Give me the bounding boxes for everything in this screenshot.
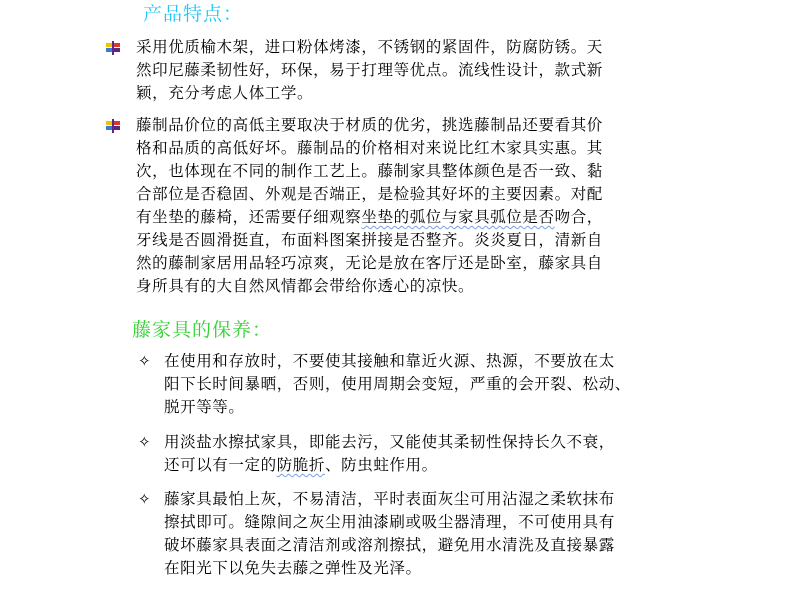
diamond-star-icon: ✧ (138, 352, 151, 370)
diamond-star-icon: ✧ (138, 433, 151, 451)
text-line: 次，也体现在不同的制作工艺上。藤制家具整体颜色是否一致、黏 (136, 162, 603, 180)
text-line: 还可以有一定的防脆折、防虫蛀作用。 (164, 456, 438, 474)
feature-item-2 (136, 114, 603, 298)
feature-item-1 (136, 36, 603, 105)
text-line: 合部位是否稳固、外观是否端正，是检验其好坏的主要因素。对配 (136, 185, 603, 203)
text-line: 在使用和存放时，不要使其接触和靠近火源、热源，不要放在太 (164, 352, 615, 370)
text-line: 藤制品价位的高低主要取决于材质的优劣，挑选藤制品还要看其价 (136, 116, 603, 134)
text-line: 阳下长时间暴晒，否则，使用周期会变短，严重的会开裂、松动、 (164, 375, 631, 393)
flag-bullet-icon (105, 118, 121, 134)
maintenance-item-2 (164, 431, 615, 477)
flag-bullet-icon (105, 40, 121, 56)
text-line: 擦拭即可。缝隙间之灰尘用油漆刷或吸尘器清理，不可使用具有 (164, 513, 615, 531)
text-line: 破坏藤家具表面之清洁剂或溶剂擦拭，避免用水清洗及直接暴露 (164, 536, 615, 554)
text-line: 颖，充分考虑人体工学。 (136, 84, 314, 102)
maintenance-item-1 (164, 350, 631, 419)
maintenance-item-3 (164, 488, 615, 580)
spellcheck-underline: 防脆折 (276, 456, 326, 474)
section-title-maintenance: 藤家具的保养： (132, 319, 273, 341)
text-line: 在阳光下以免失去藤之弹性及光泽。 (164, 559, 422, 577)
text-line: 采用优质榆木架，进口粉体烤漆，不锈钢的紧固件，防腐防锈。天 (136, 38, 603, 56)
text-line: 身所具有的大自然风情都会带给你透心的凉快。 (136, 277, 475, 295)
text-line: 有坐垫的藤椅，还需要仔细观察坐垫的弧位与家具弧位是否吻合， (136, 208, 603, 226)
text-line: 格和品质的高低好坏。藤制品的价格相对来说比红木家具实惠。其 (136, 139, 603, 157)
diamond-star-icon: ✧ (138, 490, 151, 508)
section-title-product-features: 产品特点： (143, 3, 244, 25)
text-line: 牙线是否圆滑挺直，布面料图案拼接是否整齐。炎炎夏日，清新自 (136, 231, 603, 249)
text-line: 藤家具最怕上灰，不易清洁，平时表面灰尘可用沾湿之柔软抹布 (164, 490, 615, 508)
text-line: 用淡盐水擦拭家具，即能去污，又能使其柔韧性保持长久不衰， (164, 433, 615, 451)
text-line: 然的藤制家居用品轻巧凉爽，无论是放在客厅还是卧室，藤家具自 (136, 254, 603, 272)
text-line: 然印尼藤柔韧性好，环保，易于打理等优点。流线性设计，款式新 (136, 61, 603, 79)
text-line: 脱开等等。 (164, 398, 245, 416)
spellcheck-underline: 坐垫的弧位与家具弧位是否 (361, 208, 555, 226)
